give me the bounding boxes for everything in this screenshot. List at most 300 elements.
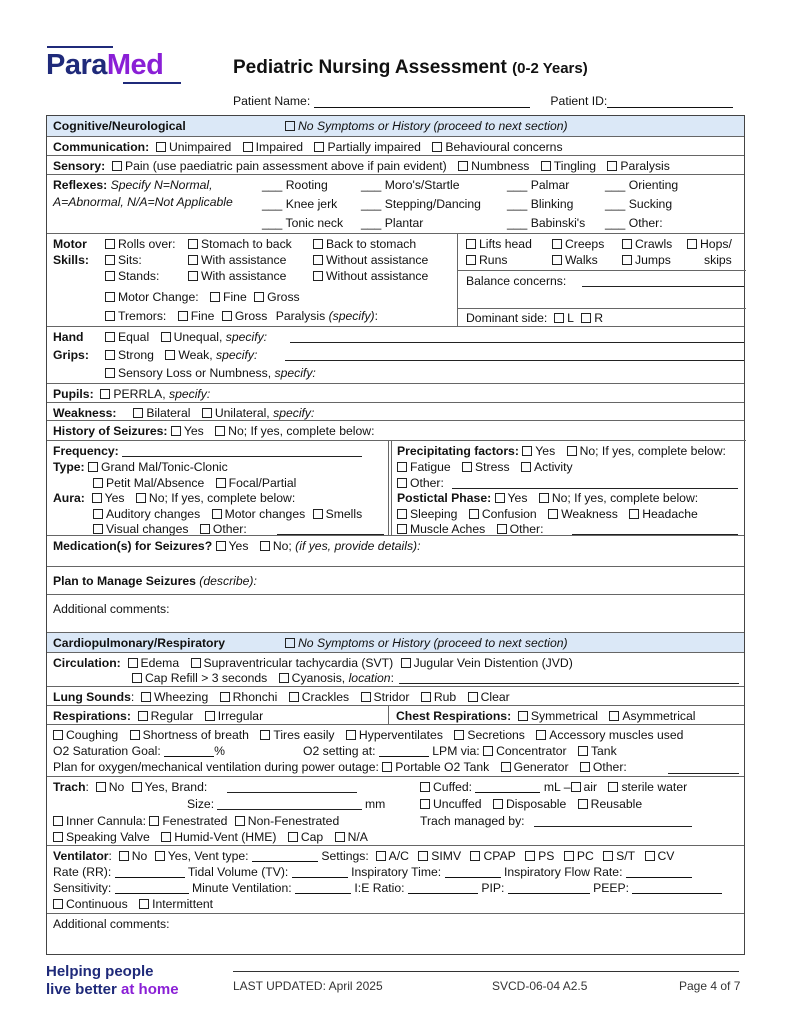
- checkbox-icon: [279, 673, 289, 683]
- back-to-stomach-checkbox[interactable]: [313, 236, 416, 252]
- tremors-gross-checkbox[interactable]: [222, 309, 268, 323]
- equal-checkbox[interactable]: [105, 330, 149, 344]
- option-label: Fine: [223, 290, 247, 304]
- motor-change-fine-checkbox[interactable]: [210, 290, 247, 304]
- stomach-to-back-checkbox[interactable]: [188, 236, 292, 252]
- settings-label: Settings:: [321, 849, 369, 863]
- vent-no-checkbox[interactable]: [119, 849, 148, 863]
- option-label: Fenestrated: [162, 814, 228, 828]
- peep-field[interactable]: [632, 882, 722, 894]
- option-label: Continuous: [66, 897, 128, 911]
- cyanosis-checkbox[interactable]: Cyanosis, location:: [279, 671, 394, 685]
- option-label: Focal/Partial: [228, 476, 297, 490]
- postictal-other-checkbox[interactable]: [497, 522, 544, 536]
- divider: [457, 234, 458, 327]
- pip-field[interactable]: [508, 882, 590, 894]
- vent-mode-checkbox[interactable]: [525, 849, 554, 863]
- crawls-checkbox[interactable]: [622, 236, 672, 252]
- checkbox-icon: [132, 782, 142, 792]
- auditory-checkbox[interactable]: [93, 507, 200, 521]
- tremors-checkbox[interactable]: [105, 309, 166, 323]
- outage-other-field[interactable]: [668, 773, 739, 774]
- mv-field[interactable]: [295, 882, 351, 894]
- symmetrical-checkbox[interactable]: [518, 709, 598, 723]
- option-label: Weakness: [561, 507, 618, 521]
- checkbox-icon: [235, 816, 245, 826]
- comm-option[interactable]: [314, 140, 420, 154]
- portable-o2-checkbox[interactable]: [382, 760, 489, 774]
- reusable-checkbox[interactable]: [578, 797, 643, 811]
- chest-resp-label: Chest Respirations:: [396, 709, 512, 723]
- reflex-item[interactable]: ___ Rooting: [262, 178, 328, 192]
- checkbox-icon: [119, 851, 129, 861]
- lung-option[interactable]: [289, 690, 349, 704]
- checkbox-icon: [622, 255, 632, 265]
- aura-no-checkbox[interactable]: [136, 491, 295, 505]
- option-label: Sensory Loss or Numbness,: [118, 366, 272, 380]
- edema-checkbox[interactable]: [128, 656, 180, 670]
- reflex-item[interactable]: ___ Palmar: [507, 178, 570, 192]
- option-label: Stridor: [373, 690, 410, 704]
- skills-label: Skills:: [53, 253, 89, 267]
- checkbox-icon: [133, 408, 143, 418]
- title-text: Pediatric Nursing Assessment: [233, 57, 507, 78]
- option-label: Humid-Vent (HME): [174, 830, 277, 844]
- symptom-checkbox[interactable]: [346, 728, 443, 742]
- lung-option[interactable]: [361, 690, 410, 704]
- vent-mode-checkbox[interactable]: [470, 849, 515, 863]
- asymmetrical-checkbox[interactable]: [609, 709, 695, 723]
- precip-other-checkbox[interactable]: [397, 475, 444, 491]
- option-label: PC: [576, 849, 594, 863]
- non-fenestrated-checkbox[interactable]: [235, 814, 339, 828]
- pupils-row: [47, 383, 744, 402]
- checkbox-icon: [314, 142, 324, 152]
- ie-field[interactable]: [408, 882, 478, 894]
- lung-option[interactable]: [421, 690, 456, 704]
- option-label: Symmetrical: [530, 709, 598, 723]
- checkbox-icon: [607, 161, 617, 171]
- uncuffed-checkbox[interactable]: [420, 797, 482, 811]
- speaking-valve-checkbox[interactable]: [53, 830, 150, 844]
- confusion-checkbox[interactable]: [469, 507, 537, 521]
- vent-mode-checkbox[interactable]: [645, 849, 675, 863]
- checkbox-icon: [105, 255, 115, 265]
- perrla-checkbox[interactable]: [100, 387, 210, 401]
- sits-without-assist-checkbox[interactable]: [313, 252, 428, 268]
- specify-hint: (specify): [328, 309, 375, 323]
- stands-with-assist-checkbox[interactable]: [188, 268, 286, 284]
- aura-label: Aura:: [53, 491, 85, 505]
- trach-brand-field[interactable]: [227, 792, 357, 793]
- sensory-option[interactable]: [112, 159, 447, 173]
- checkbox-icon: [401, 658, 411, 668]
- neuro-section-header: [47, 116, 744, 136]
- tremors-fine-checkbox[interactable]: [178, 309, 215, 323]
- mm-label: mm: [365, 797, 386, 811]
- option-label: Sleeping: [410, 507, 458, 521]
- checkbox-icon: [210, 292, 220, 302]
- option-label: Yes: [228, 539, 249, 553]
- symptom-checkbox[interactable]: [536, 728, 683, 742]
- lung-sounds-row: Lung Sounds: Wheezing Rhonchi Crackles Stridor Rub Clear: [47, 686, 744, 705]
- creeps-checkbox[interactable]: [552, 236, 604, 252]
- location-hint: location: [348, 671, 391, 685]
- it-field[interactable]: [445, 866, 501, 878]
- option-label: S/T: [616, 849, 636, 863]
- respirations-label: Respirations:: [53, 709, 131, 723]
- sensitivity-field[interactable]: [115, 882, 189, 894]
- comm-option[interactable]: [243, 140, 303, 154]
- checkbox-icon: [376, 851, 386, 861]
- outage-label: Plan for oxygen/mechanical ventilation during power outage:: [53, 760, 379, 774]
- dominant-left-checkbox[interactable]: [554, 311, 574, 325]
- option-label: Unilateral,: [214, 406, 270, 420]
- neuro-no-symptoms-checkbox[interactable]: [285, 118, 568, 134]
- reflexes-hint: Specify N=Normal,: [110, 178, 213, 192]
- checkbox-icon: [581, 313, 591, 323]
- motor-change-gross-checkbox[interactable]: [254, 290, 300, 304]
- outage-other-checkbox[interactable]: [580, 760, 627, 774]
- option-label: Fine: [190, 309, 215, 323]
- ie-label: I:E Ratio:: [354, 881, 405, 895]
- option-label: Secretions: [467, 728, 525, 742]
- option-label: Creeps: [565, 237, 605, 251]
- option-label: Runs: [479, 253, 508, 267]
- lung-option[interactable]: [141, 690, 208, 704]
- option-label: Asymmetrical: [622, 709, 696, 723]
- sleeping-checkbox[interactable]: [397, 507, 457, 521]
- balance-concerns-label: Balance concerns:: [466, 274, 567, 288]
- it-label: Inspiratory Time:: [351, 865, 442, 879]
- medication-no-checkbox[interactable]: [260, 539, 421, 553]
- reflex-item[interactable]: ___ Plantar: [361, 216, 424, 230]
- sits-checkbox[interactable]: [105, 252, 142, 268]
- cap-checkbox[interactable]: [288, 830, 323, 844]
- hme-checkbox[interactable]: [161, 830, 276, 844]
- checkbox-icon: [220, 692, 230, 702]
- option-label: Stomach to back: [201, 237, 292, 251]
- pupils-label: Pupils:: [53, 387, 94, 401]
- balance-concerns-field[interactable]: [582, 286, 744, 287]
- generator-checkbox[interactable]: [501, 760, 569, 774]
- bilateral-checkbox[interactable]: [133, 406, 190, 420]
- footer-tagline: [46, 963, 179, 999]
- rate-field[interactable]: [115, 866, 185, 878]
- specify-hint: specify:: [274, 366, 316, 380]
- fatigue-checkbox[interactable]: [397, 460, 451, 474]
- specify-hint: specify:: [225, 330, 268, 344]
- checkbox-icon: [525, 851, 535, 861]
- postictal-weakness-checkbox[interactable]: [548, 507, 618, 521]
- aura-yes-checkbox[interactable]: [92, 491, 125, 505]
- jvd-checkbox[interactable]: [401, 656, 573, 670]
- cyanosis-location-field[interactable]: [399, 683, 739, 684]
- sensory-option[interactable]: [541, 159, 596, 173]
- dominant-right-checkbox[interactable]: [581, 311, 603, 325]
- weak-specify-field[interactable]: [285, 360, 744, 361]
- tv-field[interactable]: [292, 866, 348, 878]
- checkbox-icon: [466, 255, 476, 265]
- option-label: Yes: [507, 491, 528, 505]
- motor-change-checkbox[interactable]: [105, 290, 199, 304]
- intermittent-checkbox[interactable]: [139, 897, 213, 911]
- reflex-item[interactable]: ___ Other:: [605, 216, 663, 230]
- checkbox-icon: [216, 541, 226, 551]
- reflex-item[interactable]: ___ Tonic neck: [262, 216, 344, 230]
- checkbox-icon: [130, 730, 140, 740]
- checkbox-icon: [521, 462, 531, 472]
- option-label: R: [594, 311, 604, 325]
- option-label: Bilateral: [146, 406, 191, 420]
- motor-changes-checkbox[interactable]: [212, 507, 306, 521]
- seizures-yes-checkbox[interactable]: [171, 424, 204, 438]
- symptom-checkbox[interactable]: [53, 728, 118, 742]
- cap-refill-checkbox[interactable]: [132, 671, 267, 685]
- plan-label: Plan to Manage Seizures: [53, 574, 196, 588]
- seizures-no-checkbox[interactable]: [215, 424, 374, 438]
- option-label: Sits:: [118, 253, 142, 267]
- checkbox-icon: [483, 746, 493, 756]
- symptom-checkbox[interactable]: [260, 728, 334, 742]
- hand-label: Hand: [53, 330, 84, 344]
- trach-size-field[interactable]: [217, 809, 362, 810]
- checkbox-icon: [188, 255, 198, 265]
- activity-checkbox[interactable]: [521, 460, 573, 474]
- seizure-plan-row[interactable]: [47, 566, 744, 594]
- checkbox-icon: [629, 509, 639, 519]
- checkbox-icon: [112, 161, 122, 171]
- hand-grips-row: [47, 326, 744, 383]
- frequency-label: Frequency:: [53, 444, 119, 458]
- air-checkbox[interactable]: [571, 780, 598, 794]
- tank-checkbox[interactable]: [578, 744, 617, 758]
- runs-checkbox[interactable]: [466, 252, 507, 268]
- fenestrated-checkbox[interactable]: [149, 814, 227, 828]
- stands-without-assist-checkbox[interactable]: [313, 268, 428, 284]
- sensory-option[interactable]: [458, 159, 529, 173]
- stands-checkbox[interactable]: [105, 268, 159, 284]
- title-subtitle: (0-2 Years): [512, 60, 588, 77]
- ventilator-label: Ventilator: [53, 849, 109, 863]
- cardio-comments-row[interactable]: [47, 913, 744, 954]
- checkbox-icon: [285, 121, 295, 131]
- reflex-item[interactable]: ___ Babinski's: [507, 216, 586, 230]
- sensory-option[interactable]: [607, 159, 669, 173]
- rolls-over-checkbox[interactable]: [105, 236, 176, 252]
- trach-managed-field[interactable]: [534, 826, 692, 827]
- reflex-label: Orienting: [628, 178, 679, 192]
- reflex-item[interactable]: ___ Stepping/Dancing: [361, 197, 481, 211]
- unequal-specify-field[interactable]: [290, 342, 744, 343]
- seizures-row: [47, 420, 744, 535]
- option-label: Inner Cannula:: [66, 814, 146, 828]
- cuffed-checkbox[interactable]: [420, 780, 472, 794]
- option-label: Wheezing: [154, 690, 209, 704]
- communication-row: [47, 136, 744, 155]
- checkbox-icon: [397, 462, 407, 472]
- precip-no-checkbox[interactable]: [567, 444, 726, 458]
- checkbox-icon: [432, 142, 442, 152]
- symptom-checkbox[interactable]: [454, 728, 525, 742]
- checkbox-icon: [200, 524, 210, 534]
- sits-with-assist-checkbox[interactable]: [188, 252, 286, 268]
- neuro-comments-row[interactable]: [47, 594, 744, 632]
- symptom-checkbox[interactable]: [130, 728, 249, 742]
- postictal-yes-checkbox[interactable]: [495, 491, 528, 505]
- cardio-header-label: Cardiopulmonary/Respiratory: [53, 636, 226, 650]
- sensory-loss-checkbox[interactable]: [105, 365, 316, 381]
- option-label: Smells: [325, 507, 363, 521]
- checkbox-icon: [132, 673, 142, 683]
- checkbox-icon: [243, 142, 253, 152]
- lifts-head-checkbox[interactable]: [466, 236, 532, 252]
- focal-checkbox[interactable]: [216, 476, 297, 490]
- rate-label: Rate (RR):: [53, 865, 112, 879]
- checkbox-icon: [687, 239, 697, 249]
- option-label: CV: [657, 849, 675, 863]
- option-label: Back to stomach: [326, 237, 417, 251]
- precip-other-field[interactable]: [452, 488, 738, 489]
- lung-option[interactable]: [220, 690, 278, 704]
- irregular-checkbox[interactable]: [205, 709, 263, 723]
- unequal-checkbox[interactable]: [161, 330, 268, 344]
- inner-cannula-checkbox[interactable]: [53, 814, 146, 828]
- precip-yes-checkbox[interactable]: [522, 444, 555, 458]
- visual-checkbox[interactable]: [93, 522, 188, 536]
- disposable-checkbox[interactable]: [493, 797, 566, 811]
- checkbox-icon: [313, 239, 323, 249]
- lung-option[interactable]: [468, 690, 510, 704]
- vent-mode-checkbox[interactable]: [418, 849, 461, 863]
- checkbox-icon: [93, 478, 103, 488]
- unilateral-checkbox[interactable]: [202, 406, 315, 420]
- checkbox-icon: [105, 350, 115, 360]
- trach-yes-checkbox[interactable]: [132, 780, 208, 794]
- sterile-water-checkbox[interactable]: [608, 780, 687, 794]
- checkbox-icon: [254, 292, 264, 302]
- medication-yes-checkbox[interactable]: [216, 539, 249, 553]
- svt-checkbox[interactable]: [191, 656, 394, 670]
- grand-mal-checkbox[interactable]: [88, 460, 228, 474]
- checkbox-icon: [88, 462, 98, 472]
- headache-checkbox[interactable]: [629, 507, 698, 521]
- option-label: Intermittent: [152, 897, 214, 911]
- reflex-item[interactable]: ___ Knee jerk: [262, 197, 338, 211]
- paralysis-label: Paralysis: [275, 309, 326, 323]
- muscle-aches-checkbox[interactable]: [397, 522, 485, 536]
- option-label: Jumps: [635, 253, 671, 267]
- vent-mode-checkbox[interactable]: [603, 849, 635, 863]
- jumps-checkbox[interactable]: [622, 252, 671, 268]
- reflex-item[interactable]: ___ Blinking: [507, 197, 574, 211]
- cardio-no-symptoms-checkbox[interactable]: [285, 635, 568, 651]
- checkbox-icon: [552, 239, 562, 249]
- checkbox-icon: [136, 493, 146, 503]
- vent-mode-checkbox[interactable]: [564, 849, 594, 863]
- walks-checkbox[interactable]: [552, 252, 598, 268]
- trach-no-checkbox[interactable]: [96, 780, 125, 794]
- peep-label: PEEP:: [593, 881, 630, 895]
- vent-type-field[interactable]: [252, 850, 318, 862]
- reflex-label: Babinski's: [530, 216, 586, 230]
- postictal-no-checkbox[interactable]: [539, 491, 698, 505]
- motor-skills-row: Motor Skills: Rolls over: Stomach to back Back to stomach Sits: With assistance Without assistance Stands: With assistance Without assistance Motor Change: Fine Gross Tremors: Fine Gross Paralysis (specify): Lifts head Creeps Crawls Hops/ Runs Walks Jumps skips Balance concerns: Dominant side: L R: [47, 233, 744, 326]
- dominant-side-label: Dominant side:: [466, 311, 548, 325]
- aura-other-checkbox[interactable]: [200, 522, 247, 536]
- reflex-item[interactable]: ___ Moro's/Startle: [361, 178, 460, 192]
- option-label: Unequal,: [173, 330, 223, 344]
- patient-id-field[interactable]: [607, 95, 733, 108]
- smells-checkbox[interactable]: [313, 507, 363, 521]
- o2-goal-field[interactable]: [164, 745, 214, 757]
- sensitivity-label: Sensitivity:: [53, 881, 112, 895]
- vent-mode-checkbox[interactable]: [376, 849, 409, 863]
- petit-mal-checkbox[interactable]: [93, 476, 204, 490]
- option-label: Partially impaired: [327, 140, 421, 154]
- vent-yes-checkbox[interactable]: [155, 849, 249, 863]
- option-label: Auditory changes: [106, 507, 201, 521]
- comm-option[interactable]: [156, 140, 231, 154]
- ifr-field[interactable]: [626, 866, 692, 878]
- checkbox-icon: [571, 782, 581, 792]
- reflex-item[interactable]: ___ Orienting: [605, 178, 679, 192]
- option-label: With assistance: [201, 269, 287, 283]
- regular-checkbox[interactable]: [138, 709, 194, 723]
- weakness-label: Weakness:: [53, 406, 117, 420]
- stress-checkbox[interactable]: [462, 460, 510, 474]
- checkbox-icon: [495, 493, 505, 503]
- weak-checkbox[interactable]: [165, 348, 257, 362]
- reflex-label: Stepping/Dancing: [384, 197, 481, 211]
- continuous-checkbox[interactable]: [53, 897, 128, 911]
- na-checkbox[interactable]: [335, 830, 368, 844]
- option-label: Cyanosis,: [291, 671, 346, 685]
- concentrator-checkbox[interactable]: [483, 744, 566, 758]
- communication-label: Communication:: [53, 140, 150, 154]
- divider: [388, 706, 389, 725]
- o2-setting-field[interactable]: [379, 745, 429, 757]
- sensory-label: Sensory:: [53, 159, 106, 173]
- checkbox-icon: [418, 851, 428, 861]
- checkbox-icon: [501, 762, 511, 772]
- comments-label: Additional comments:: [53, 917, 170, 931]
- medication-row: [47, 535, 744, 566]
- trach-row: Trach: No Yes, Brand: Size: mm Cuffed: mL – air sterile water Uncuffed Disposable Reusable Inner Cannula: Fenestrated Non-Fenestrated Trach managed by: Speaking Valve Humid-Vent (HME) Cap N/A: [47, 776, 744, 845]
- option-label: air: [583, 780, 598, 794]
- hops-skips-checkbox[interactable]: [687, 236, 732, 252]
- frequency-field[interactable]: [122, 456, 362, 457]
- reflex-item[interactable]: ___ Sucking: [605, 197, 673, 211]
- checkbox-icon: [105, 271, 115, 281]
- option-label: No: [108, 780, 125, 794]
- option-label: Stress: [475, 460, 510, 474]
- checkbox-icon: [608, 782, 618, 792]
- checkbox-icon: [420, 799, 430, 809]
- patient-name-field[interactable]: [314, 95, 530, 108]
- cardio-section-header: [47, 632, 744, 652]
- strong-checkbox[interactable]: [105, 348, 154, 362]
- checkbox-icon: [288, 832, 298, 842]
- cuffed-ml-field[interactable]: [475, 781, 540, 793]
- option-label: Coughing: [66, 728, 119, 742]
- checkbox-icon: [105, 368, 115, 378]
- checkbox-icon: [215, 426, 225, 436]
- checkbox-icon: [156, 142, 166, 152]
- option-label: Cap Refill > 3 seconds: [145, 671, 268, 685]
- option-label: Irregular: [217, 709, 264, 723]
- comm-option[interactable]: [432, 140, 562, 154]
